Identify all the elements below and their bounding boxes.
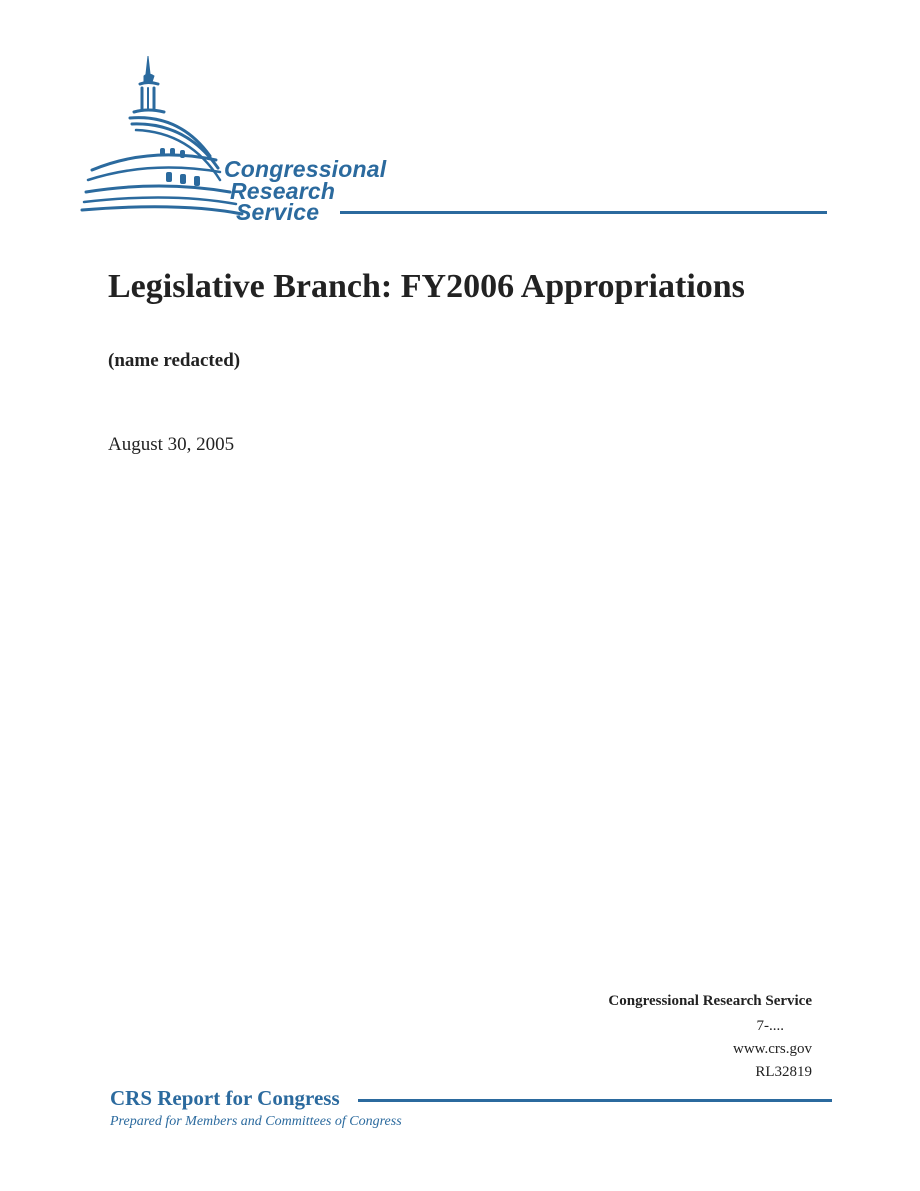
logo-text-research: Research [230, 178, 336, 204]
logo-text-congressional: Congressional [224, 156, 387, 182]
report-date: August 30, 2005 [108, 434, 235, 455]
page-title: Legislative Branch: FY2006 Appropriations [108, 268, 745, 305]
footer-rule [358, 1099, 832, 1102]
footer-series-title: CRS Report for Congress [110, 1086, 344, 1110]
author-name: (name redacted) [108, 350, 241, 371]
publisher-phone: 7-.... [756, 1018, 784, 1034]
report-number: RL32819 [755, 1064, 812, 1080]
header-rule [340, 211, 827, 214]
logo-text-service: Service [236, 199, 320, 225]
publisher-organization: Congressional Research Service [608, 993, 812, 1009]
publisher-website[interactable]: www.crs.gov [732, 1041, 812, 1057]
publisher-info [608, 990, 812, 1084]
footer-tagline: Prepared for Members and Committees of Congress [110, 1114, 402, 1129]
report-footer [110, 1086, 832, 1130]
